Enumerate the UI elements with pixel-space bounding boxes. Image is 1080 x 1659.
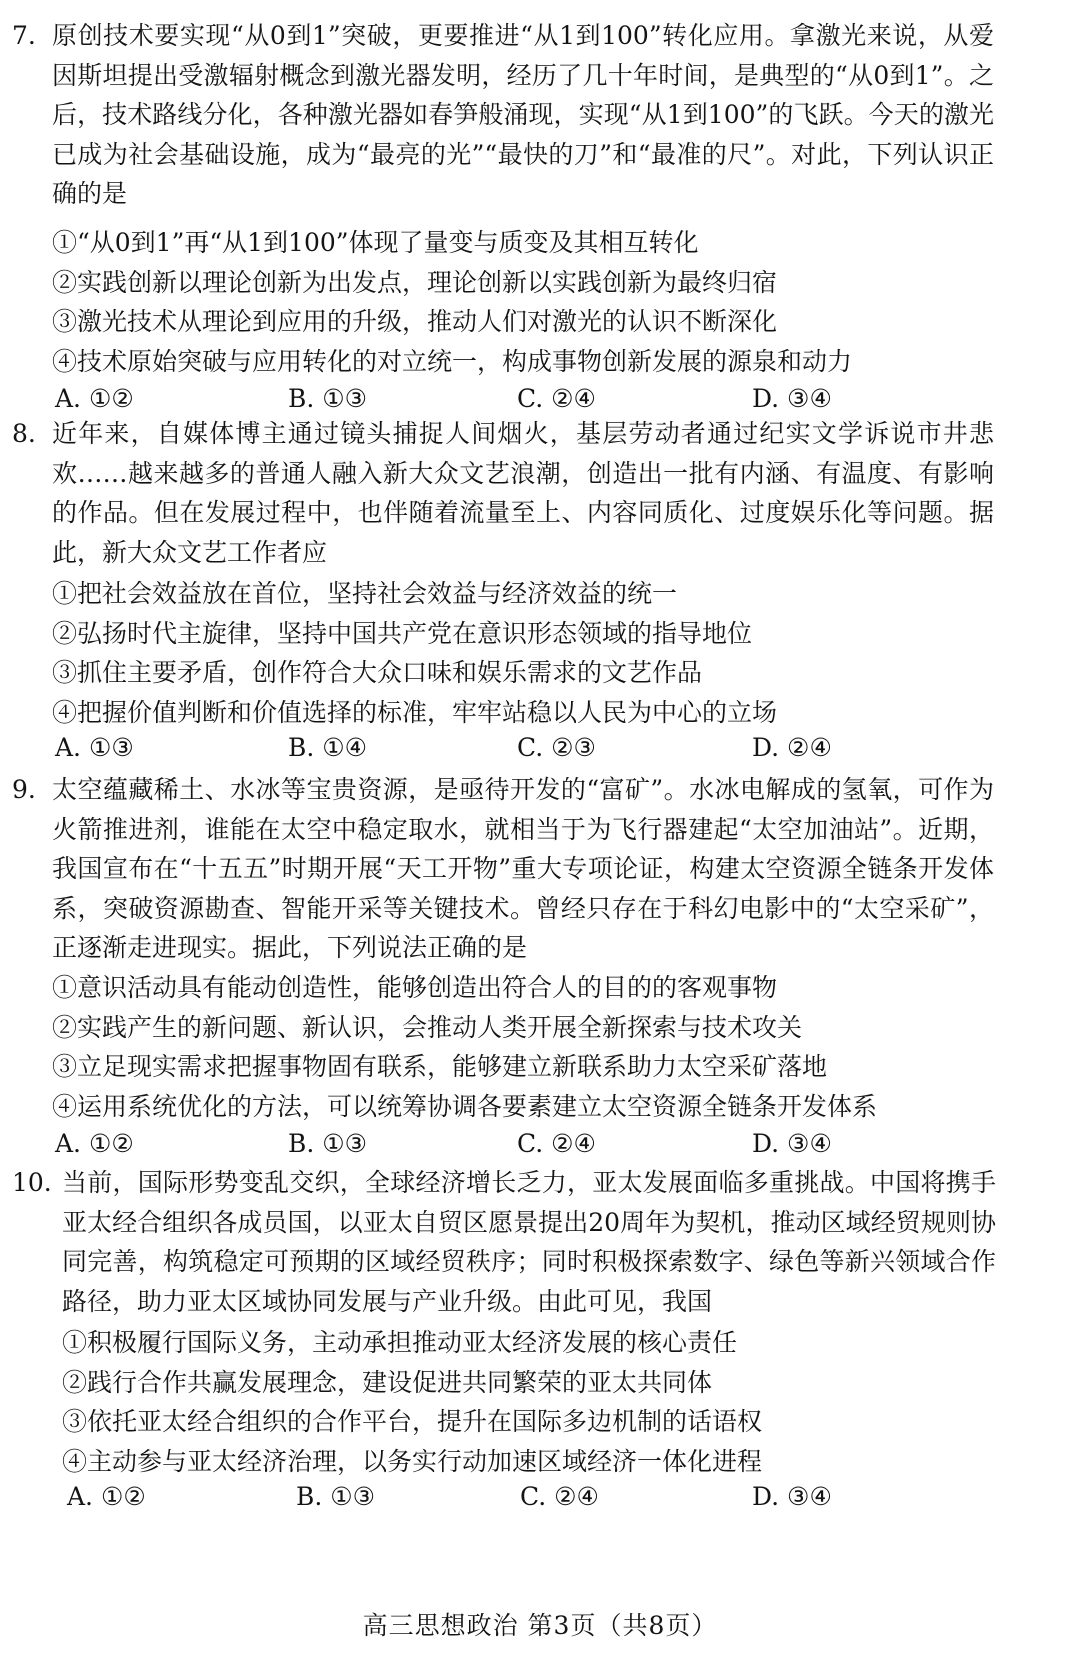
statement-1: ①积极履行国际义务，主动承担推动亚太经济发展的核心责任: [62, 1328, 738, 1357]
statement-list: [62, 1323, 1012, 1481]
statement-2: ②实践产生的新问题、新认识，会推动人类开展全新探索与技术攻关: [52, 1012, 803, 1042]
statement-3: ③依托亚太经合组织的合作平台，提升在国际多边机制的话语权: [62, 1407, 763, 1436]
answer-choices: [0, 379, 1080, 419]
answer-choice-c: C. ②④: [517, 1129, 596, 1158]
answer-choice-b: B. ①③: [288, 384, 368, 413]
statement-3: ③激光技术从理论到应用的升级，推动人们对激光的认识不断深化: [52, 307, 778, 336]
answer-choice-a: A. ①③: [55, 733, 134, 762]
statement-4: ④运用系统优化的方法，可以统筹协调各要素建立太空资源全链条开发体系: [52, 1091, 878, 1121]
answer-choices: [0, 728, 1080, 768]
answer-choice-b: B. ①④: [288, 733, 368, 762]
statement-1: ①意识活动具有能动创造性，能够创造出符合人的目的的客观事物: [52, 973, 778, 1002]
question-number: 7.: [12, 21, 36, 50]
answer-choice-c: C. ②④: [520, 1482, 599, 1511]
answer-choice-c: C. ②④: [517, 384, 596, 413]
answer-choice-b: B. ①③: [296, 1482, 376, 1511]
page-footer: 高三思想政治 第3页（共8页）: [362, 1611, 718, 1640]
answer-choice-d: D. ③④: [752, 384, 832, 413]
statement-1: ①把社会效益放在首位，坚持社会效益与经济效益的统一: [52, 579, 678, 608]
question-stem: 太空蕴藏稀土、水冰等宝贵资源，是亟待开发的“富矿”。水冰电解成的氢氧，可作为火箭推进剂，谁能在太空中稳定取水，就相当于为飞行器建起“太空加油站”。近期，我国宣布在“十五五”时期开展“天工开物”重大专项论证，构建太空资源全链条开发体系，突破资源勘查、智能开采等关键技术。曾经只存在于科幻电影中的“太空采矿”，正逐渐走进现实。据此，下列说法正确的是: [52, 775, 994, 962]
answer-choice-a: A. ①②: [67, 1482, 146, 1511]
answer-choices: [0, 1124, 1080, 1164]
question-number: 10.: [12, 1168, 52, 1197]
statement-list: [52, 223, 1012, 381]
statement-2: ②践行合作共赢发展理念，建设促进共同繁荣的亚太共同体: [62, 1367, 713, 1397]
statement-4: ④把握价值判断和价值选择的标准，牢牢站稳以人民为中心的立场: [52, 697, 778, 727]
answer-choice-c: C. ②③: [517, 733, 596, 762]
answer-choice-d: D. ③④: [752, 1129, 832, 1158]
statement-list: [52, 574, 1012, 732]
statement-4: ④主动参与亚太经济治理，以务实行动加速区域经济一体化进程: [62, 1446, 763, 1476]
answer-choice-a: A. ①②: [55, 384, 134, 413]
question-number: 8.: [12, 419, 36, 448]
answer-choice-a: A. ①②: [55, 1129, 134, 1158]
question-number: 9.: [12, 775, 36, 804]
statement-1: ①“从0到1”再“从1到100”体现了量变与质变及其相互转化: [52, 228, 699, 257]
statement-3: ③抓住主要矛盾，创作符合大众口味和娱乐需求的文艺作品: [52, 658, 703, 687]
answer-choice-b: B. ①③: [288, 1129, 368, 1158]
statement-2: ②实践创新以理论创新为出发点，理论创新以实践创新为最终归宿: [52, 267, 778, 297]
question-stem: 原创技术要实现“从0到1”突破，更要推进“从1到100”转化应用。拿激光来说，从爱因斯坦提出受激辐射概念到激光器发明，经历了几十年时间，是典型的“从0到1”。之后，技术路线分化，各种激光器如春笋般涌现，实现“从1到100”的飞跃。今天的激光已成为社会基础设施，成为“最亮的光”“最快的刀”和“最准的尺”。对此，下列认识正确的是: [52, 21, 994, 208]
statement-3: ③立足现实需求把握事物固有联系，能够建立新联系助力太空采矿落地: [52, 1052, 828, 1081]
answer-choices: [0, 1477, 1080, 1517]
question-stem: 近年来，自媒体博主通过镜头捕捉人间烟火，基层劳动者通过纪实文学诉说市井悲欢……越来越多的普通人融入新大众文艺浪潮，创造出一批有内涵、有温度、有影响的作品。但在发展过程中，也伴随着流量至上、内容同质化、过度娱乐化等问题。据此，新大众文艺工作者应: [52, 419, 994, 567]
question-stem: 当前，国际形势变乱交织，全球经济增长乏力，亚太发展面临多重挑战。中国将携手亚太经合组织各成员国，以亚太自贸区愿景提出20周年为契机，推动区域经贸规则协同完善，构筑稳定可预期的区域经贸秩序；同时积极探索数字、绿色等新兴领域合作路径，助力亚太区域协同发展与产业升级。由此可见，我国: [62, 1168, 996, 1316]
answer-choice-d: D. ②④: [752, 733, 832, 762]
statement-4: ④技术原始突破与应用转化的对立统一，构成事物创新发展的源泉和动力: [52, 346, 853, 376]
answer-choice-d: D. ③④: [752, 1482, 832, 1511]
statement-list: [52, 968, 1012, 1126]
statement-2: ②弘扬时代主旋律，坚持中国共产党在意识形态领域的指导地位: [52, 618, 753, 648]
